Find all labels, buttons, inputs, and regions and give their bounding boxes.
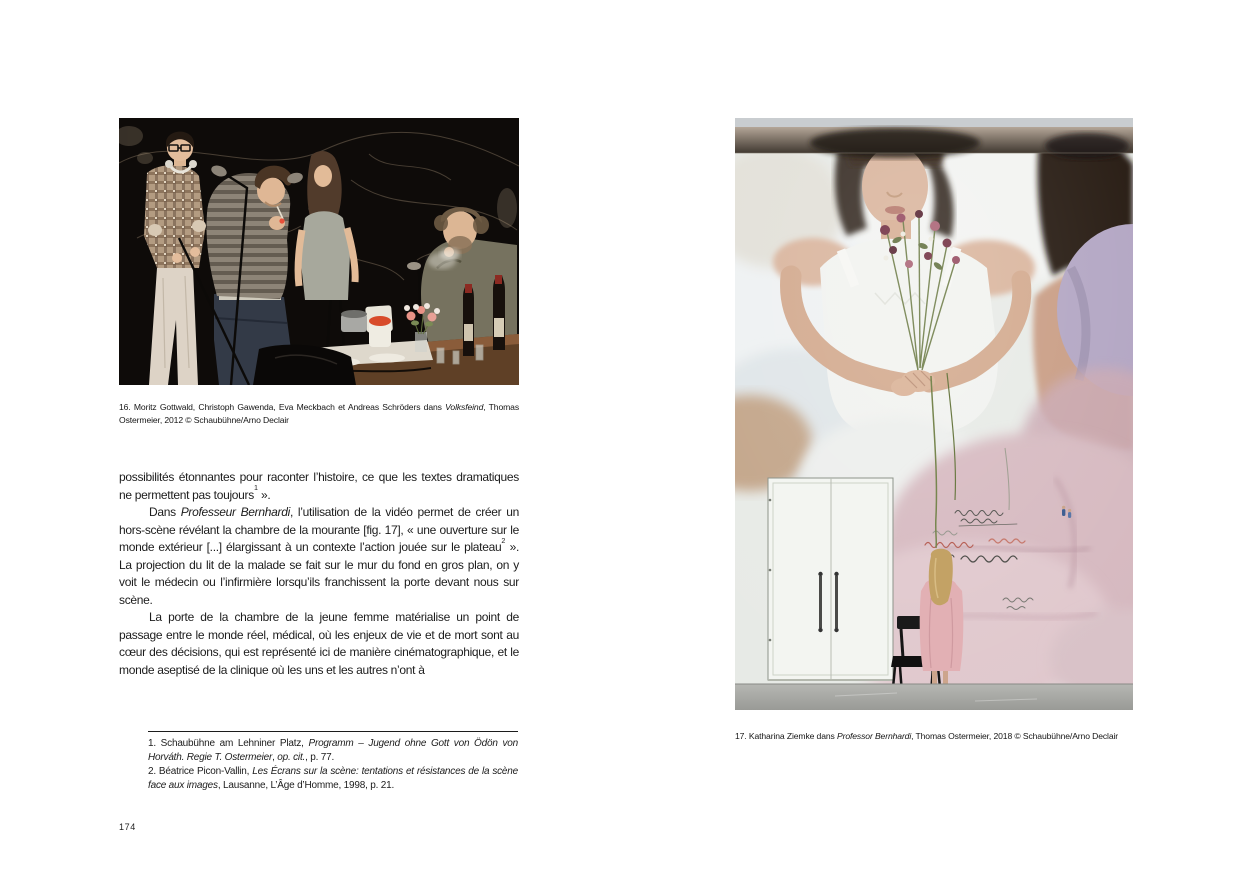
caption-fig17: 17. Katharina Ziemke dans Professor Bernhardi, Thomas Ostermeier, 2018 © Schaubühne/Arno Declair	[735, 730, 1119, 741]
page-number: 174	[119, 822, 136, 832]
stage-door	[768, 478, 893, 680]
stage-floor	[735, 684, 1133, 710]
body-paragraph: La porte de la chambre de la jeune femme matérialise un point de passage entre le monde réel, médical, où les enjeux de vie et de mort sont au cœur des décisions, qui est représenté ici de manière cinématographique, et le monde aseptisé de la clinique où les uns et les autres n’ont à	[119, 610, 519, 677]
footnote-item: 2. Béatrice Picon-Vallin, Les Écrans sur la scène: tentations et résistances de la scène face aux images, Lausanne, L’Âge d’Homme, 1998, p. 21.	[148, 766, 519, 791]
body-text	[119, 469, 519, 679]
footnote-item: 1. Schaubühne am Lehniner Platz, Programm – Jugend ohne Gott von Ödön von Horváth. Regie T. Ostermeier, op. cit., p. 77.	[148, 738, 518, 763]
body-paragraph: possibilités étonnantes pour raconter l’histoire, ce que les textes dramatiques ne permettent pas toujours$^1$ ».	[119, 470, 519, 502]
wall-top-band	[735, 118, 1133, 159]
figure17-photo	[735, 118, 1133, 710]
footnotes-block	[148, 731, 518, 793]
body-paragraph: Dans Professeur Bernhardi, l’utilisation de la vidéo permet de créer un hors-scène révélant la chambre de la mourante [fig. 17], « une ouverture sur le monde extérieur [...] élargissant à un contexte l’action jouée sur le plateau$^2$ ». La projection du lit de la malade se fait sur le mur du fond en gros plan, on y voit le médecin ou l’infirmière lorsqu’ils franchissent la porte devant nous sur scène.	[119, 505, 519, 607]
caption-fig16: 16. Moritz Gottwald, Christoph Gawenda, Eva Meckbach et Andreas Schröders dans Volksfeind, Thomas Ostermeier, 2012 © Schaubühne/Arno Declair	[119, 401, 519, 425]
figure16-photo	[119, 118, 519, 385]
